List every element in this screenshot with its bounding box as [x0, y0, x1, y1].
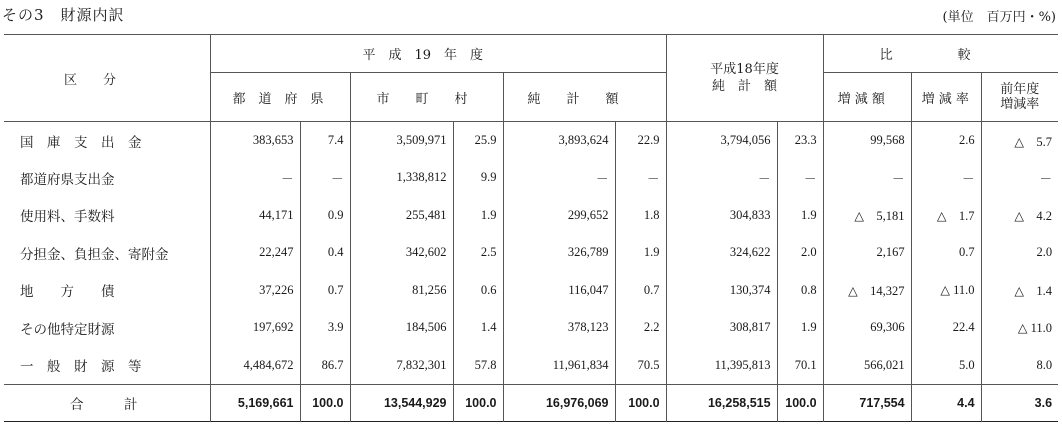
table-cell: 5.0 — [911, 347, 981, 385]
header-todofuken — [210, 73, 350, 122]
table-cell: 299,652 — [503, 197, 615, 235]
table-cell: 99,568 — [823, 122, 911, 160]
table-row — [4, 234, 1058, 272]
table-cell: 1.9 — [777, 309, 823, 347]
table-cell: 22.4 — [911, 309, 981, 347]
row-label-text: 国 庫 支 出 金 — [20, 134, 142, 151]
table-cell: 197,692 — [210, 309, 300, 347]
table-row — [4, 197, 1058, 235]
header-heisei18 — [666, 35, 823, 122]
table-head — [4, 35, 1058, 122]
table-row — [4, 159, 1058, 197]
table-cell: △ 5,181 — [823, 197, 911, 235]
header-shichoson-text: 市 町 村 — [376, 91, 468, 107]
row-label-text: その他特定財源 — [20, 321, 115, 338]
table-cell: 3.6 — [981, 384, 1058, 422]
table-row — [4, 309, 1058, 347]
table-cell: △ 11.0 — [911, 272, 981, 310]
header-kubun — [4, 35, 210, 122]
table-cell: △ 5.7 — [981, 122, 1058, 160]
table-cell: 383,653 — [210, 122, 300, 160]
table-cell: 4,484,672 — [210, 347, 300, 385]
header-hikaku — [823, 35, 1058, 73]
table-cell: － — [981, 159, 1058, 197]
table-cell: － — [503, 159, 615, 197]
header-heisei19-text: 平 成 19 年 度 — [362, 48, 484, 63]
table-cell: － — [615, 159, 666, 197]
table-cell: 22.9 — [615, 122, 666, 160]
table-cell: 2.0 — [981, 234, 1058, 272]
header-zennen-line2: 増減率 — [1000, 97, 1040, 112]
table-cell: 16,258,515 — [666, 384, 777, 422]
table-cell: 70.5 — [615, 347, 666, 385]
table-cell: 7,832,301 — [350, 347, 453, 385]
table-cell: 11,395,813 — [666, 347, 777, 385]
header-shichoson — [350, 73, 503, 122]
table-cell: 57.8 — [453, 347, 503, 385]
table-cell: 0.7 — [615, 272, 666, 310]
table-cell: 326,789 — [503, 234, 615, 272]
row-label — [4, 159, 210, 197]
header-zennen-line1: 前年度 — [1000, 82, 1040, 97]
table-cell: 0.4 — [300, 234, 350, 272]
table-cell: 116,047 — [503, 272, 615, 310]
table-cell: 0.9 — [300, 197, 350, 235]
table-row — [4, 347, 1058, 385]
table-cell: 25.9 — [453, 122, 503, 160]
table-cell: △ 14,327 — [823, 272, 911, 310]
table-cell: △ 1.4 — [981, 272, 1058, 310]
table-cell: 3,509,971 — [350, 122, 453, 160]
table-cell: 7.4 — [300, 122, 350, 160]
table-cell: 37,226 — [210, 272, 300, 310]
revenue-breakdown-table — [4, 34, 1058, 422]
table-cell: 70.1 — [777, 347, 823, 385]
page-title: その3 財源内訳 — [2, 6, 125, 24]
table-cell: － — [300, 159, 350, 197]
table-cell: 1,338,812 — [350, 159, 453, 197]
row-label — [4, 197, 210, 235]
table-cell: 0.8 — [777, 272, 823, 310]
table-cell: 100.0 — [300, 384, 350, 422]
row-label — [4, 272, 210, 310]
table-cell: 2,167 — [823, 234, 911, 272]
table-cell: 308,817 — [666, 309, 777, 347]
table-cell: 100.0 — [615, 384, 666, 422]
table-cell: 342,602 — [350, 234, 453, 272]
row-label-text: 一 般 財 源 等 — [20, 359, 142, 375]
table-cell: △ 1.7 — [911, 197, 981, 235]
header-kubun-text: 区 分 — [64, 72, 117, 88]
table-cell: 2.6 — [911, 122, 981, 160]
table-cell: 11,961,834 — [503, 347, 615, 385]
header-zougen-ritsu — [911, 73, 981, 122]
header-heisei18-line1: 平成18年度 — [710, 62, 779, 77]
table-cell: 0.6 — [453, 272, 503, 310]
header-junkei-text: 純 計 額 — [527, 91, 619, 107]
table-cell: 23.3 — [777, 122, 823, 160]
table-cell: 22,247 — [210, 234, 300, 272]
table-cell: 16,976,069 — [503, 384, 615, 422]
table-cell: 1.9 — [777, 197, 823, 235]
header-heisei18-line2: 純 計 額 — [712, 79, 778, 94]
table-cell: 0.7 — [911, 234, 981, 272]
table-cell: 81,256 — [350, 272, 453, 310]
table-cell: － — [666, 159, 777, 197]
table-cell: 100.0 — [453, 384, 503, 422]
table-cell: 2.0 — [777, 234, 823, 272]
table-cell: 1.9 — [453, 197, 503, 235]
table-cell: 304,833 — [666, 197, 777, 235]
table-cell: △ 11.0 — [981, 309, 1058, 347]
table-cell: － — [777, 159, 823, 197]
table-cell: 3,794,056 — [666, 122, 777, 160]
table-cell: 324,622 — [666, 234, 777, 272]
table-cell: 100.0 — [777, 384, 823, 422]
table-cell: 3.9 — [300, 309, 350, 347]
table-row — [4, 272, 1058, 310]
header-zennen — [981, 73, 1058, 122]
row-label-text: 地 方 債 — [20, 284, 115, 301]
row-label — [4, 309, 210, 347]
row-label-text: 都道府県支出金 — [20, 171, 115, 188]
header-zougen-ritsu-text: 増 減 率 — [921, 91, 969, 107]
header-todofuken-text: 都 道 府 県 — [232, 91, 324, 107]
table-row — [4, 122, 1058, 160]
header-hikaku-text: 比 較 — [879, 48, 971, 63]
row-label — [4, 122, 210, 160]
table-cell: － — [911, 159, 981, 197]
table-cell: 44,171 — [210, 197, 300, 235]
table-cell: 1.9 — [615, 234, 666, 272]
table-cell: 8.0 — [981, 347, 1058, 385]
table-cell: 5,169,661 — [210, 384, 300, 422]
total-row — [4, 384, 1058, 422]
table-cell: 13,544,929 — [350, 384, 453, 422]
table-body — [4, 122, 1058, 422]
header-zougen-gaku-text: 増 減 額 — [837, 91, 885, 107]
table-cell: 717,554 — [823, 384, 911, 422]
table-cell: 0.7 — [300, 272, 350, 310]
header-heisei19 — [210, 35, 666, 73]
table-cell: 184,506 — [350, 309, 453, 347]
table-cell: 9.9 — [453, 159, 503, 197]
table-cell: 2.5 — [453, 234, 503, 272]
table-cell: 69,306 — [823, 309, 911, 347]
table-cell: 378,123 — [503, 309, 615, 347]
row-label — [4, 347, 210, 385]
row-label — [4, 384, 210, 422]
table-cell: － — [823, 159, 911, 197]
table-cell: 2.2 — [615, 309, 666, 347]
unit-note: (単位 百万円・%) — [942, 10, 1056, 25]
table-cell: 3,893,624 — [503, 122, 615, 160]
row-label-text: 使用料、手数料 — [20, 209, 115, 226]
row-label-text: 合 計 — [70, 396, 138, 413]
table-cell: 566,021 — [823, 347, 911, 385]
table-cell: － — [210, 159, 300, 197]
table-cell: 1.8 — [615, 197, 666, 235]
table-cell: △ 4.2 — [981, 197, 1058, 235]
header-junkei — [503, 73, 666, 122]
table-cell: 86.7 — [300, 347, 350, 385]
table-cell: 130,374 — [666, 272, 777, 310]
table-cell: 255,481 — [350, 197, 453, 235]
page-header — [0, 0, 1062, 30]
header-zougen-gaku — [823, 73, 911, 122]
table-cell: 1.4 — [453, 309, 503, 347]
table-cell: 4.4 — [911, 384, 981, 422]
row-label-text: 分担金、負担金、寄附金 — [20, 246, 169, 263]
row-label — [4, 234, 210, 272]
